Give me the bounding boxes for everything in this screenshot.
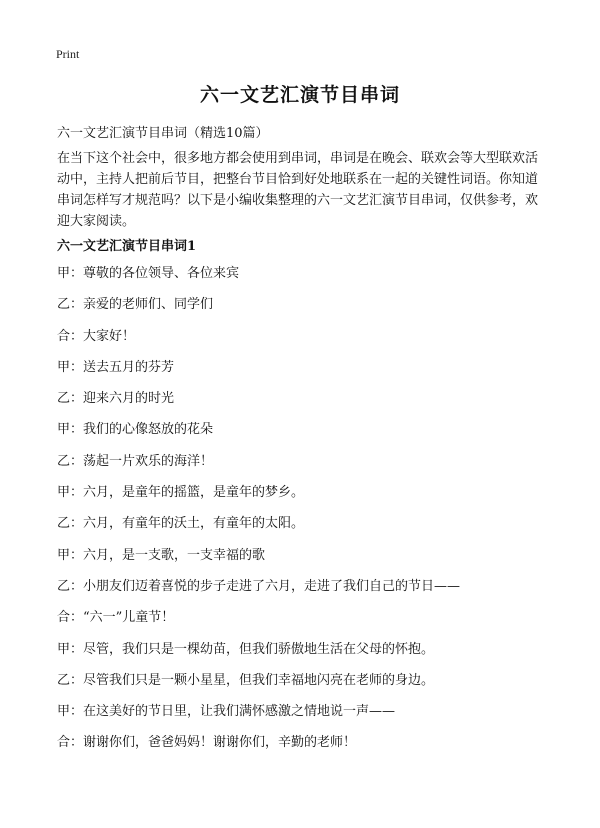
script-line: 甲：送去五月的芬芳 [57,359,175,375]
script-line: 乙：尽管我们只是一颗小星星，但我们幸福地闪亮在老师的身边。 [57,672,435,688]
page-title: 六一文艺汇演节目串词 [199,84,400,106]
script-line: 甲：在这美好的节日里，让我们满怀感激之情地说一声—— [57,704,396,720]
section-heading: 六一文艺汇演节目串词1 [57,239,197,254]
script-line: 合：谢谢你们，爸爸妈妈！谢谢你们，辛勤的老师！ [57,735,357,751]
script-line: 乙：六月，有童年的沃土，有童年的太阳。 [57,516,305,532]
document-subtitle: 六一文艺汇演节目串词（精选10篇） [57,126,269,141]
script-line: 甲：六月，是童年的摇篮，是童年的梦乡。 [57,485,305,501]
script-line: 乙：迎来六月的时光 [57,391,175,407]
script-line: 乙：荡起一片欢乐的海洋！ [57,453,214,469]
script-line: 甲：尽管，我们只是一棵幼苗，但我们骄傲地生活在父母的怀抱。 [57,641,435,657]
script-line: 甲：我们的心像怒放的花朵 [57,422,214,438]
script-lines [57,266,460,767]
script-line: 合：大家好！ [57,328,136,344]
intro-paragraph: 在当下这个社会中，很多地方都会使用到串词，串词是在晚会、联欢会等大型联欢活动中，主持人把前后节目，把整台节目恰到好处地联系在一起的关键性词语。你知道串词怎样写才规范吗？以下是小编收集整理的六一文艺汇演节目串词，仅供参考，欢迎大家阅读。 [57,151,539,229]
script-line: 乙：小朋友们迈着喜悦的步子走进了六月，走进了我们自己的节日—— [57,578,461,594]
script-line: 乙：亲爱的老师们、同学们 [57,297,214,313]
print-link[interactable]: Print [56,47,80,61]
script-line: 甲：六月，是一支歌，一支幸福的歌 [57,547,266,563]
script-line: 甲：尊敬的各位领导、各位来宾 [57,266,240,281]
script-line: 合：“六一”儿童节！ [57,610,175,626]
